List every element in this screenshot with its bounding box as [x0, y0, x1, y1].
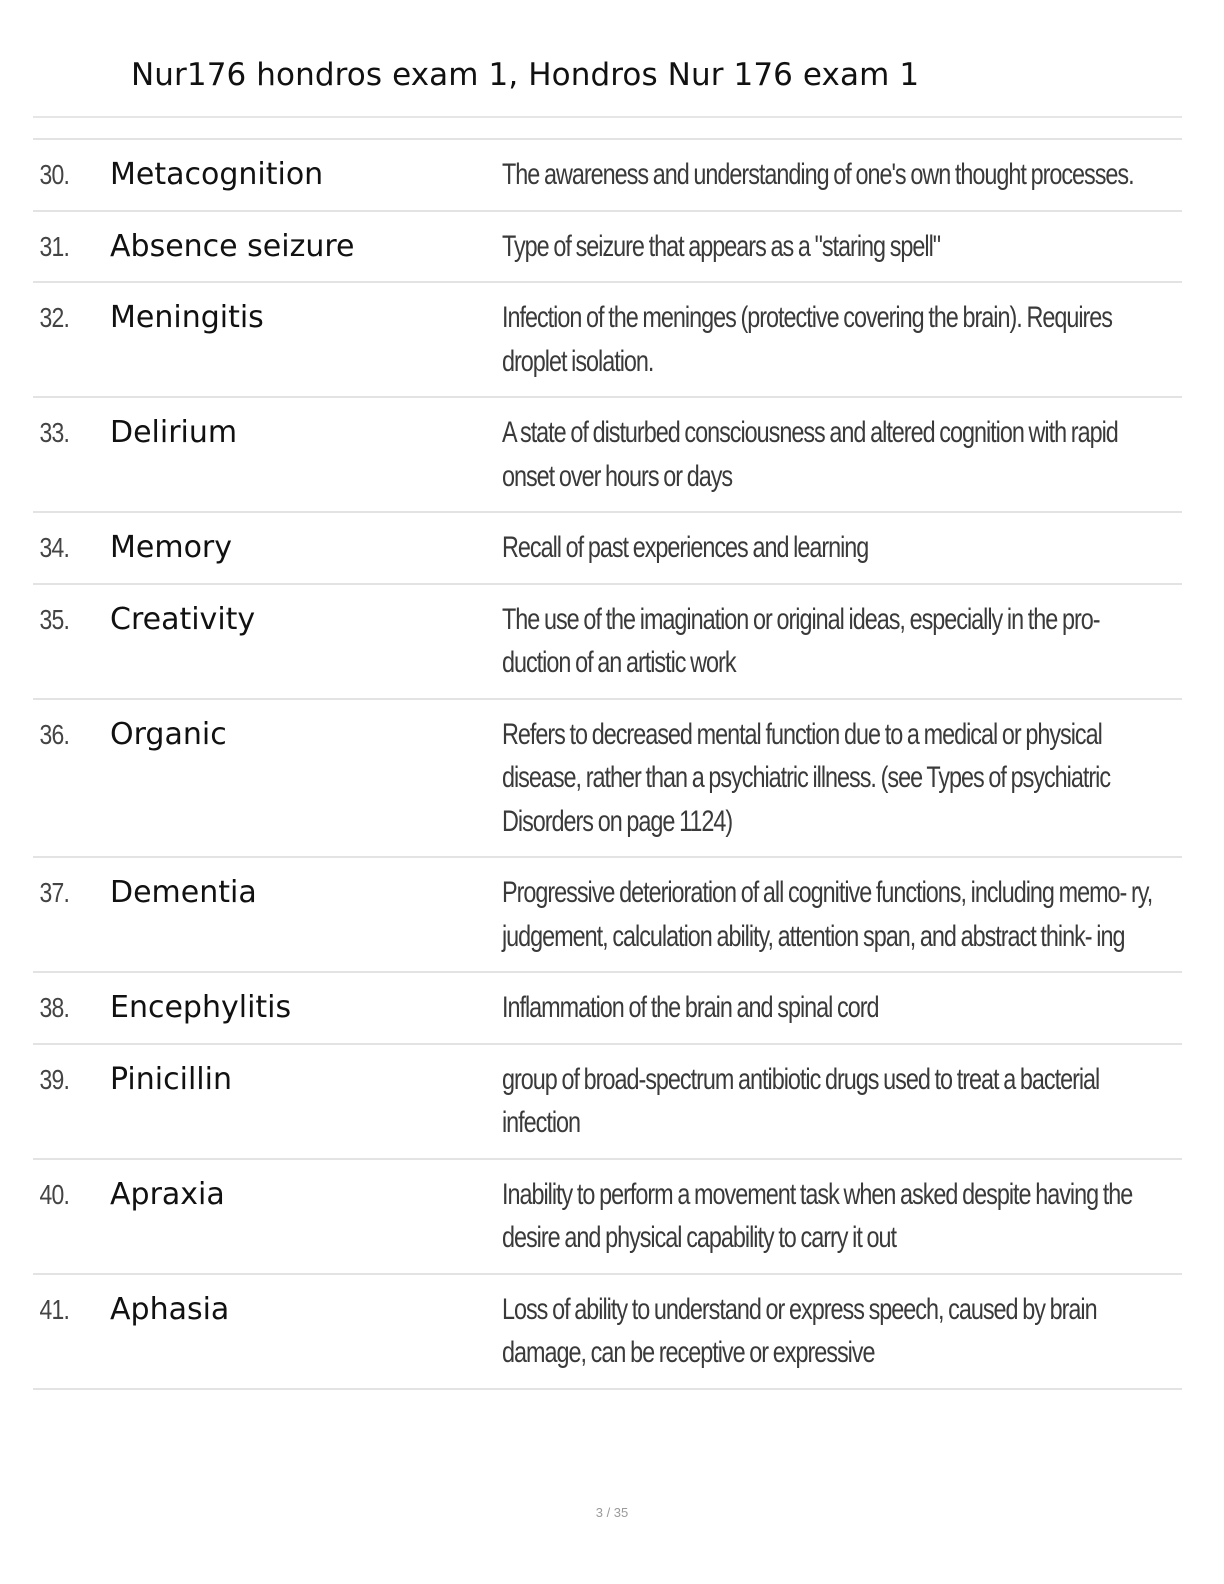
term-number: 31.: [39, 230, 70, 262]
term-definition: [502, 411, 1182, 498]
term-word: Memory: [110, 530, 233, 565]
term-word: Meningitis: [110, 300, 264, 335]
term-word: Apraxia: [110, 1176, 225, 1212]
term-row-33: [33, 398, 1182, 513]
term-definition: [502, 598, 1182, 685]
term-definition: [502, 1058, 1182, 1145]
term-word: Encephylitis: [110, 990, 292, 1025]
term-word: Metacognition: [110, 157, 324, 192]
term-definition: [502, 1173, 1182, 1260]
term-row-31: [33, 212, 1182, 284]
term-definition-text: Recall of past experiences and learning: [502, 531, 869, 564]
term-definition-text: The use of the imagination or original ideas, especially in the pro- duction of an artistic work: [502, 602, 1100, 679]
term-definition: [502, 153, 1182, 197]
term-definition: [502, 526, 1182, 570]
term-row-40: [33, 1160, 1182, 1275]
term-number: 33.: [39, 417, 70, 448]
term-number: 32.: [39, 302, 70, 333]
term-number: 34.: [39, 532, 70, 563]
term-number: 38.: [39, 992, 70, 1023]
term-word: Delirium: [110, 415, 238, 450]
term-number: 37.: [39, 877, 70, 908]
term-word: Organic: [110, 716, 227, 752]
term-definition: [502, 871, 1182, 958]
term-definition: [502, 296, 1182, 383]
header-divider: [33, 116, 1182, 118]
term-definition: [502, 225, 1182, 269]
term-definition-text: group of broad-spectrum antibiotic drugs used to treat a bacterial infection: [502, 1062, 1100, 1139]
term-definition-text: Inflammation of the brain and spinal cord: [502, 991, 879, 1024]
term-definition-text: Type of seizure that appears as a "staring spell": [502, 229, 941, 263]
term-definition-text: Loss of ability to understand or express speech, caused by brain damage, can be receptive or expressive: [502, 1292, 1097, 1369]
term-definition-text: Inability to perform a movement task when asked despite having the desire and physical capability to carry it out: [502, 1177, 1133, 1254]
term-definition-text: A state of disturbed consciousness and altered cognition with rapid onset over hours or days: [502, 416, 1118, 493]
term-number: 41.: [39, 1293, 70, 1325]
terms-table: [33, 138, 1182, 1390]
term-definition: [502, 1288, 1182, 1375]
term-number: 35.: [39, 603, 70, 635]
term-number: 30.: [39, 159, 70, 190]
term-word: Dementia: [110, 875, 257, 910]
term-row-30: [33, 140, 1182, 212]
term-number: 40.: [39, 1178, 70, 1210]
term-definition: [502, 713, 1182, 844]
term-word: Aphasia: [110, 1291, 230, 1327]
page-number: 3 / 35: [595, 1505, 629, 1520]
term-definition-text: The awareness and understanding of one's own thought processes.: [502, 158, 1134, 191]
term-row-38: [33, 973, 1182, 1045]
term-definition-text: Progressive deterioration of all cognitive functions, including memo- ry, judgement, calculation ability, attention span, and abstract think- ing: [502, 876, 1153, 953]
term-definition-text: Refers to decreased mental function due to a medical or physical disease, rather than a psychiatric illness. (see Types of psychiatric Disorders on page 1124): [502, 717, 1111, 838]
term-row-41: [33, 1275, 1182, 1390]
term-row-34: [33, 513, 1182, 585]
term-row-35: [33, 585, 1182, 700]
term-row-37: [33, 858, 1182, 973]
term-word: Creativity: [110, 601, 256, 637]
term-row-39: [33, 1045, 1182, 1160]
term-word: Absence seizure: [110, 228, 355, 264]
term-word: Pinicillin: [110, 1061, 232, 1097]
term-number: 36.: [39, 718, 70, 750]
term-number: 39.: [39, 1063, 70, 1095]
term-definition: [502, 986, 1182, 1030]
page-title: Nur176 hondros exam 1, Hondros Nur 176 exam 1: [131, 56, 920, 93]
term-definition-text: Infection of the meninges (protective covering the brain). Requires droplet isolation.: [502, 301, 1112, 378]
term-row-32: [33, 283, 1182, 398]
term-row-36: [33, 700, 1182, 859]
